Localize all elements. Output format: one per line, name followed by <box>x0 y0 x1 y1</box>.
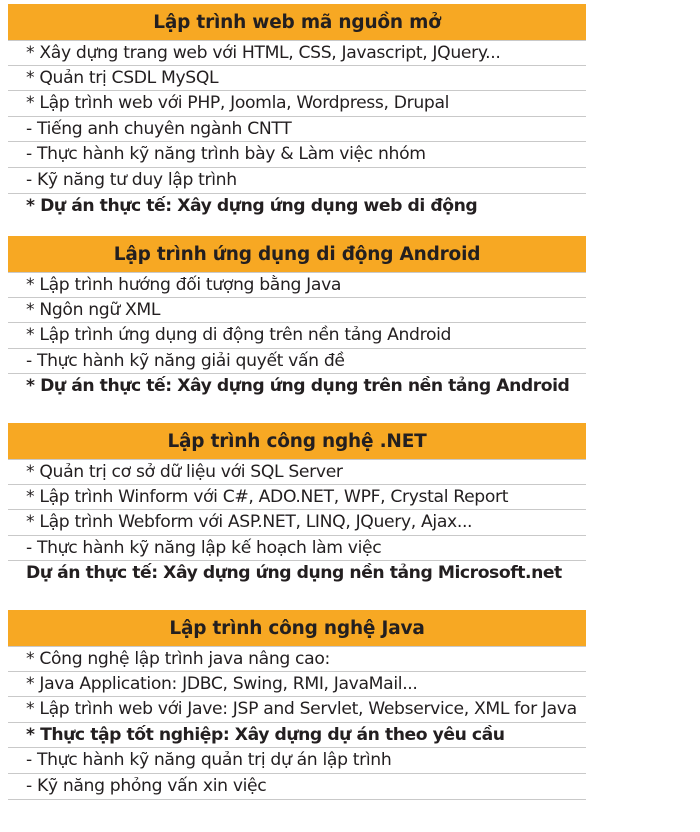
list-item: * Lập trình web với PHP, Joomla, Wordpress, Drupal <box>8 91 586 117</box>
project-item: Dự án thực tế: Xây dựng ứng dụng nền tảng Microsoft.net <box>26 563 562 584</box>
list-item: - Thực hành kỹ năng trình bày & Làm việc nhóm <box>8 142 586 168</box>
list-item: * Lập trình ứng dụng di động trên nền tảng Android <box>8 323 586 349</box>
project-item: * Thực tập tốt nghiệp: Xây dựng dự án theo yêu cầu <box>8 723 586 749</box>
list-item: * Quản trị cơ sở dữ liệu với SQL Server <box>8 459 586 485</box>
list-item: * Quản trị CSDL MySQL <box>8 66 586 92</box>
list-item: * Lập trình Webform với ASP.NET, LINQ, JQuery, Ajax... <box>8 510 586 536</box>
section-title: Lập trình công nghệ .NET <box>8 423 586 459</box>
list-item: - Thực hành kỹ năng lập kế hoạch làm việc <box>8 536 586 562</box>
list-item: - Kỹ năng phỏng vấn xin việc <box>8 774 586 800</box>
course-section-web-open-source <box>8 4 586 219</box>
list-item: - Thực hành kỹ năng giải quyết vấn đề <box>8 349 586 375</box>
section-title: Lập trình công nghệ Java <box>8 610 586 646</box>
list-item: - Thực hành kỹ năng quản trị dự án lập trình <box>8 748 586 774</box>
course-section-android <box>8 236 586 400</box>
list-item: * Lập trình web với Jave: JSP and Servlet, Webservice, XML for Java <box>8 697 586 723</box>
list-item: * Lập trình hướng đối tượng bằng Java <box>8 272 586 298</box>
list-item: - Tiếng anh chuyên ngành CNTT <box>8 117 586 143</box>
list-item: * Công nghệ lập trình java nâng cao: <box>8 646 586 672</box>
list-item: - Kỹ năng tư duy lập trình <box>8 168 586 194</box>
list-item: * Xây dựng trang web với HTML, CSS, Javascript, JQuery... <box>8 40 586 66</box>
section-title: Lập trình web mã nguồn mở <box>8 4 586 40</box>
course-section-dotnet <box>8 423 586 587</box>
list-item: * Lập trình Winform với C#, ADO.NET, WPF, Crystal Report <box>8 485 586 511</box>
list-item: * Ngôn ngữ XML <box>8 298 586 324</box>
list-item: * Java Application: JDBC, Swing, RMI, JavaMail... <box>8 672 586 698</box>
section-title: Lập trình ứng dụng di động Android <box>8 236 586 272</box>
project-item: * Dự án thực tế: Xây dựng ứng dụng trên nền tảng Android <box>26 376 570 397</box>
project-item: * Dự án thực tế: Xây dựng ứng dụng web di động <box>26 195 478 216</box>
course-section-java <box>8 610 586 800</box>
